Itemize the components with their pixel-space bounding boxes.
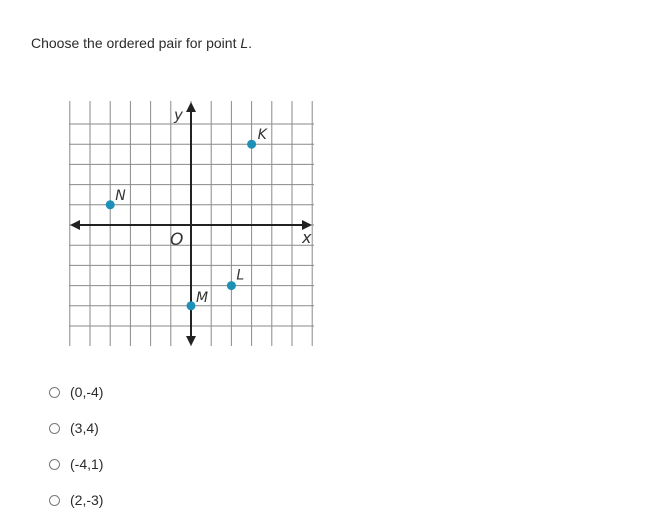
- radio-button[interactable]: [49, 423, 60, 434]
- point-n-label: N: [115, 187, 126, 204]
- point-k-label: K: [257, 127, 267, 144]
- point-l-label: L: [236, 267, 245, 284]
- question-text: [31, 34, 252, 52]
- point-m-dot: [187, 301, 196, 310]
- y-axis-label: y: [174, 106, 183, 124]
- radio-button[interactable]: [49, 495, 60, 506]
- point-k-dot: [247, 140, 256, 149]
- radio-button[interactable]: [49, 387, 60, 398]
- choice-option-1[interactable]: [49, 382, 349, 402]
- choice-label: (2,-3): [70, 492, 104, 508]
- question-suffix: .: [248, 35, 253, 51]
- point-l-dot: [227, 281, 236, 290]
- y-axis-bottom-arrow: [186, 336, 196, 346]
- question-variable: L: [240, 35, 249, 51]
- y-axis-top-arrow: [186, 102, 196, 112]
- choice-label: (0,-4): [70, 384, 104, 400]
- coordinate-grid: [66, 96, 320, 352]
- choice-option-4[interactable]: [49, 490, 349, 510]
- choice-option-3[interactable]: [49, 454, 349, 474]
- answer-choices: [49, 382, 349, 526]
- choice-label: (-4,1): [70, 456, 104, 472]
- choice-option-2[interactable]: [49, 418, 349, 438]
- x-axis-label: x: [302, 228, 312, 247]
- choice-label: (3,4): [70, 420, 99, 436]
- origin-label: O: [170, 230, 184, 250]
- question-prefix: Choose the ordered pair for point: [31, 35, 241, 51]
- x-axis-left-arrow: [70, 220, 80, 230]
- radio-button[interactable]: [49, 459, 60, 470]
- point-m-label: M: [196, 289, 209, 306]
- point-n-dot: [106, 200, 115, 209]
